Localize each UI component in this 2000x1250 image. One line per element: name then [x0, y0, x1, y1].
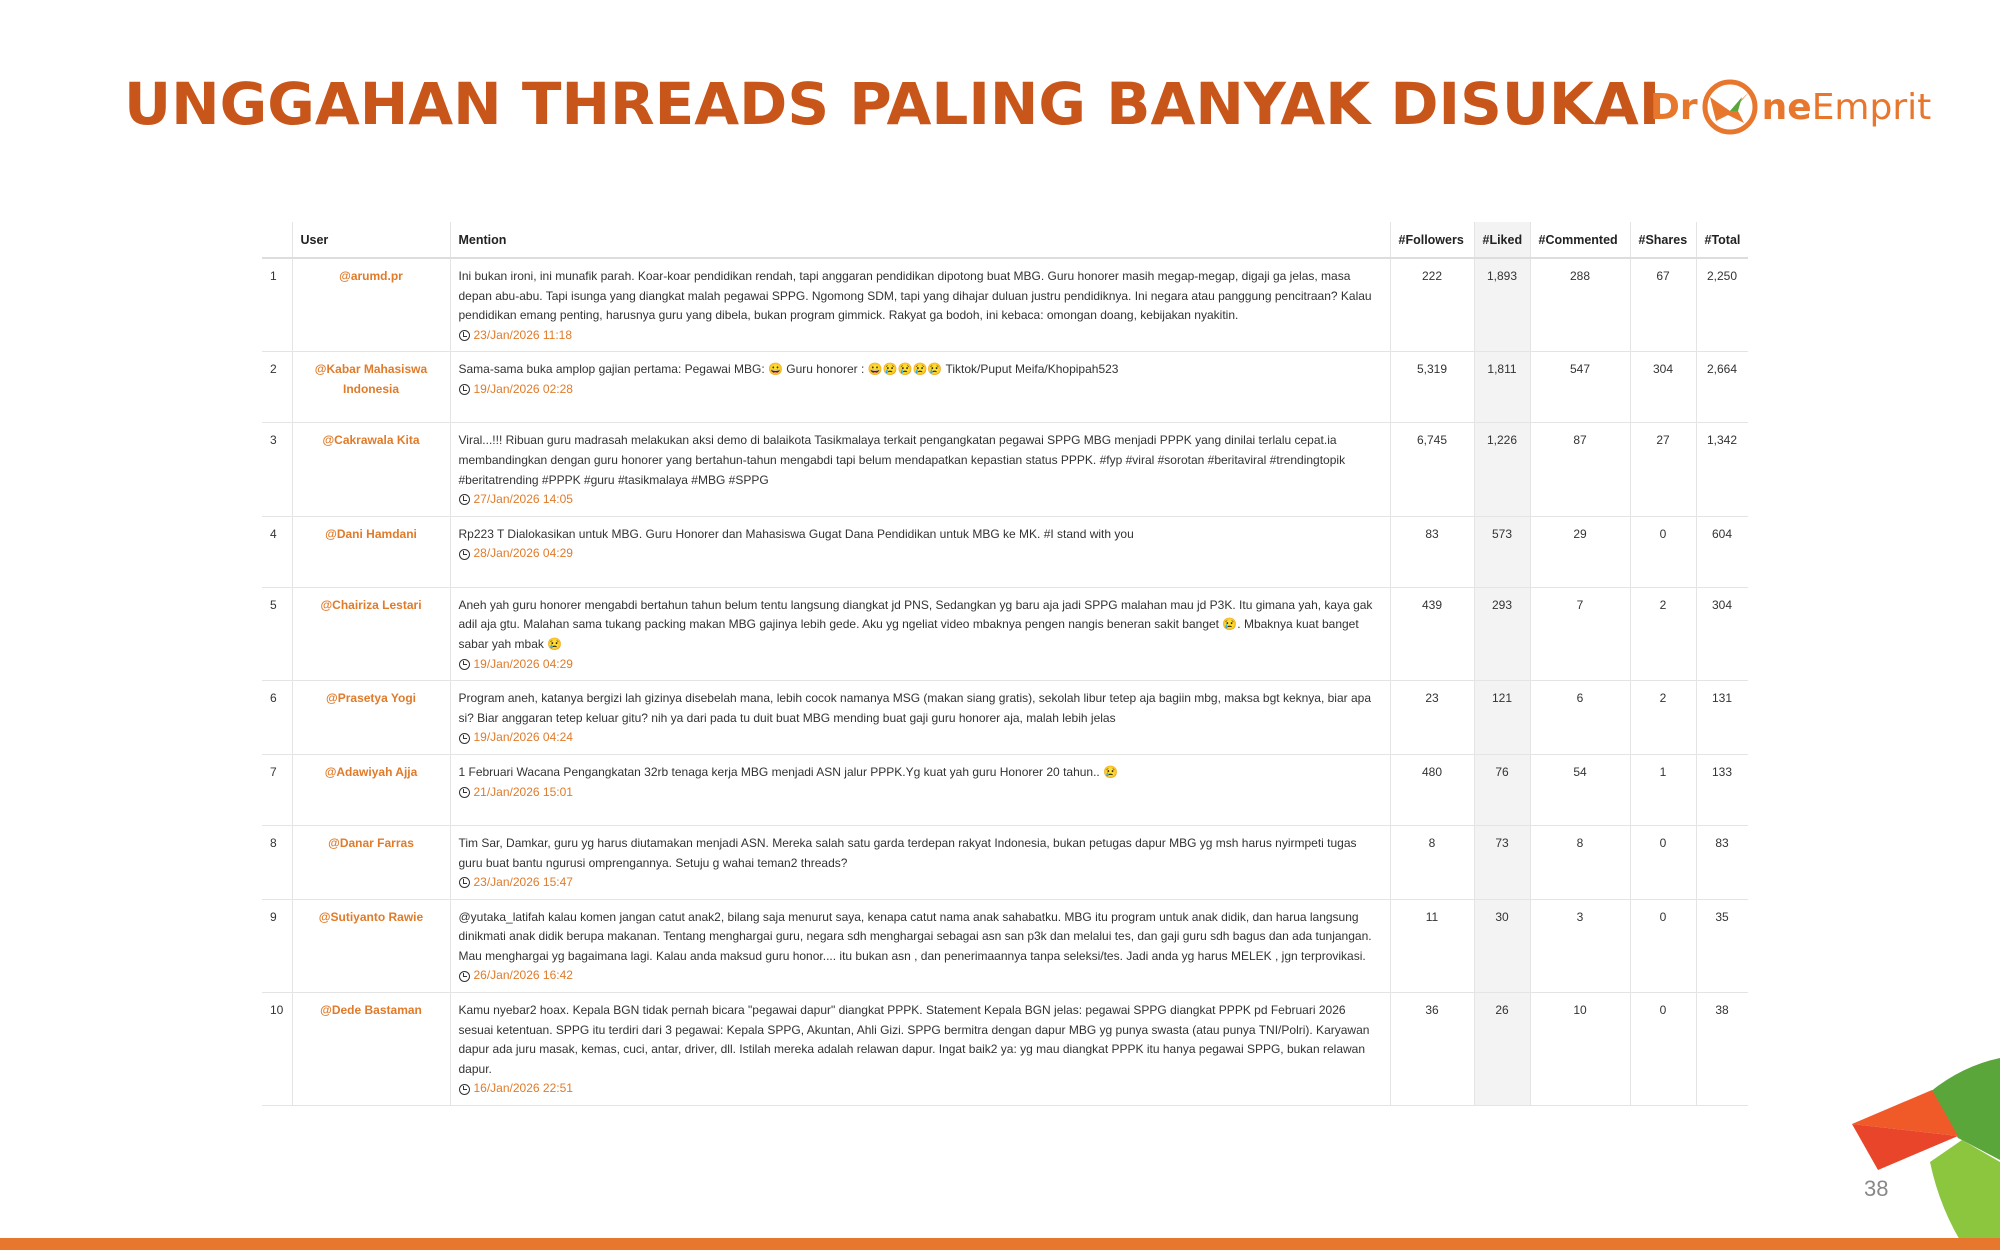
table-row	[262, 258, 1748, 352]
followers-count: 480	[1390, 754, 1474, 825]
threads-table	[262, 222, 1748, 1106]
shares-count: 0	[1630, 899, 1696, 992]
post-date[interactable]: 19/Jan/2026 02:28	[473, 381, 573, 396]
header-total[interactable]: #Total	[1696, 222, 1748, 258]
table-row	[262, 352, 1748, 423]
slide-title: UNGGAHAN THREADS PALING BANYAK DISUKAI	[124, 70, 1661, 138]
liked-count: 30	[1474, 899, 1530, 992]
shares-count: 0	[1630, 516, 1696, 587]
header-shares[interactable]: #Shares	[1630, 222, 1696, 258]
total-count: 2,664	[1696, 352, 1748, 423]
row-number: 3	[262, 423, 292, 516]
user-link[interactable]: @Chairiza Lestari	[292, 587, 450, 680]
mention-cell	[450, 825, 1390, 899]
liked-count: 1,811	[1474, 352, 1530, 423]
mention-cell	[450, 993, 1390, 1106]
table-row	[262, 825, 1748, 899]
total-count: 131	[1696, 681, 1748, 755]
total-count: 38	[1696, 993, 1748, 1106]
commented-count: 87	[1530, 423, 1630, 516]
header-liked[interactable]: #Liked	[1474, 222, 1530, 258]
header-followers[interactable]: #Followers	[1390, 222, 1474, 258]
mention-text: @yutaka_latifah kalau komen jangan catut anak2, bilang saja menurut saya, kenapa catut nama anak sahabatku. MBG itu program untuk anak didik, dan harua langsung dinikmati anak didik berupa makanan. Tentang menghargai guru, negara sdh menghargai sebagai asn san p3k dan melalui tes, dan gaji guru sdh bagus dan ada tunjangan. Mau menghargai yg bagaimana lagi. Kalau anda maksud guru honor.... itu bukan asn , dan penerimaannya tanpa seleksi/tes. Jadi anda yg harus MELEK , jgn terprovikasi.	[458, 909, 1372, 963]
liked-count: 26	[1474, 993, 1530, 1106]
shares-count: 0	[1630, 825, 1696, 899]
total-count: 2,250	[1696, 258, 1748, 352]
post-timestamp[interactable]	[459, 544, 1382, 564]
commented-count: 29	[1530, 516, 1630, 587]
row-number: 7	[262, 754, 292, 825]
drone-emprit-logo	[1650, 74, 1931, 140]
logo-text-ne: ne	[1761, 86, 1812, 128]
shares-count: 2	[1630, 587, 1696, 680]
row-number: 9	[262, 899, 292, 992]
mention-cell	[450, 423, 1390, 516]
commented-count: 10	[1530, 993, 1630, 1106]
table-body	[262, 258, 1748, 1106]
user-link[interactable]: @Dani Hamdani	[292, 516, 450, 587]
post-date[interactable]: 19/Jan/2026 04:29	[473, 656, 573, 671]
mention-text: 1 Februari Wacana Pengangkatan 32rb tenaga kerja MBG menjadi ASN jalur PPPK.Yg kuat yah guru Honorer 20 tahun.. 😢	[458, 764, 1119, 779]
liked-count: 1,226	[1474, 423, 1530, 516]
row-number: 6	[262, 681, 292, 755]
drone-bird-icon	[1700, 77, 1760, 137]
mention-text: Ini bukan ironi, ini munafik parah. Koar-koar pendidikan rendah, tapi anggaran pendidikan dipotong buat MBG. Guru honorer masih megap-megap, digaji ga jelas, masa depan abu-abu. Tapi isunga yang diangkat malah pegawai SPPG. Ngomong SDM, tapi yang dihajar duluan justru pendidiknya. Ini negara atau panggung pencitraan? Kalau pendidikan emang penting, harusnya guru yang dibela, bukan program gimmick. Rakyat ga bodoh, ini kebaca: omongan doang, kebijakan nyakitin.	[458, 269, 1372, 323]
liked-count: 76	[1474, 754, 1530, 825]
user-link[interactable]: @Prasetya Yogi	[292, 681, 450, 755]
post-date[interactable]: 19/Jan/2026 04:24	[473, 730, 573, 745]
post-date[interactable]: 16/Jan/2026 22:51	[473, 1081, 573, 1096]
user-link[interactable]: @arumd.pr	[292, 258, 450, 352]
table-row	[262, 899, 1748, 992]
commented-count: 6	[1530, 681, 1630, 755]
mention-text: Program aneh, katanya bergizi lah gizinya disebelah mana, lebih cocok namanya MSG (makan siang gratis), sekolah libur tetep aja bagiin mbg, maksa bgt keknya, biar apa si? Biar anggaran tetep keluar gitu? nih ya dari pada tu duit buat MBG mending buat gaji guru honorer aja, malah lebih jelas	[458, 691, 1371, 725]
post-date[interactable]: 26/Jan/2026 16:42	[473, 968, 573, 983]
post-date[interactable]: 23/Jan/2026 11:18	[473, 327, 573, 342]
total-count: 304	[1696, 587, 1748, 680]
followers-count: 83	[1390, 516, 1474, 587]
mention-cell	[450, 516, 1390, 587]
commented-count: 3	[1530, 899, 1630, 992]
user-link[interactable]: @Sutiyanto Rawie	[292, 899, 450, 992]
header-no[interactable]	[262, 222, 292, 258]
total-count: 35	[1696, 899, 1748, 992]
mention-text: Aneh yah guru honorer mengabdi bertahun tahun belum tentu langsung diangkat jd PNS, Sedangkan yg baru aja jadi SPPG malahan mau jd P3K. Itu gimana yah, kaya gak adil aja gtu. Malahan sama tukang packing makan MBG gajinya lebih gede. Aku yg ngeliat video mbaknya pengen nangis beneran sakit banget 😢. Mbaknya kuat banget sabar yah mbak 😢	[458, 597, 1373, 651]
followers-count: 6,745	[1390, 423, 1474, 516]
post-timestamp[interactable]	[459, 783, 1382, 803]
post-timestamp[interactable]	[459, 326, 1382, 346]
shares-count: 2	[1630, 681, 1696, 755]
table-row	[262, 681, 1748, 755]
shares-count: 1	[1630, 754, 1696, 825]
mention-text: Kamu nyebar2 hoax. Kepala BGN tidak pernah bicara "pegawai dapur" diangkat PPPK. Statement Kepala BGN jelas: pegawai SPPG diangkat PPPK pd Februari 2026 sesuai ketentuan. SPPG itu terdiri dari 3 pegawai: Kepala SPPG, Akuntan, Ahli Gizi. SPPG bermitra dengan dapur MBG yg punya swasta (atau punya TNI/Polri). Karyawan dapur ada juru masak, kemas, cuci, antar, driver, dll. Istilah mereka adalah relawan dapur. Ingat baik2 ya: yg mau diangkat PPPK itu hanya pegawai SPPG, bukan relawan dapur.	[458, 1003, 1370, 1076]
total-count: 604	[1696, 516, 1748, 587]
logo-text-dr: Dr	[1650, 86, 1698, 128]
threads-table-container	[262, 222, 1748, 1158]
table-row	[262, 993, 1748, 1106]
liked-count: 293	[1474, 587, 1530, 680]
commented-count: 547	[1530, 352, 1630, 423]
total-count: 83	[1696, 825, 1748, 899]
mention-text: Rp223 T Dialokasikan untuk MBG. Guru Honorer dan Mahasiswa Gugat Dana Pendidikan untuk MBG ke MK. #I stand with you	[458, 526, 1134, 541]
clock-icon	[459, 384, 470, 395]
post-timestamp[interactable]	[459, 655, 1382, 675]
clock-icon	[459, 659, 470, 670]
post-timestamp[interactable]	[459, 873, 1382, 893]
clock-icon	[459, 549, 470, 560]
table-row	[262, 754, 1748, 825]
mention-cell	[450, 258, 1390, 352]
footer-accent-bar	[0, 1238, 2000, 1250]
commented-count: 8	[1530, 825, 1630, 899]
mention-cell	[450, 681, 1390, 755]
table-header-row	[262, 222, 1748, 258]
post-date[interactable]: 28/Jan/2026 04:29	[473, 546, 573, 561]
row-number: 10	[262, 993, 292, 1106]
post-date[interactable]: 23/Jan/2026 15:47	[473, 875, 573, 890]
total-count: 133	[1696, 754, 1748, 825]
user-link[interactable]: @Cakrawala Kita	[292, 423, 450, 516]
followers-count: 8	[1390, 825, 1474, 899]
user-link[interactable]: @Dede Bastaman	[292, 993, 450, 1106]
row-number: 4	[262, 516, 292, 587]
clock-icon	[459, 494, 470, 505]
post-timestamp[interactable]	[459, 966, 1382, 986]
post-timestamp[interactable]	[459, 490, 1382, 510]
followers-count: 36	[1390, 993, 1474, 1106]
clock-icon	[459, 330, 470, 341]
clock-icon	[459, 733, 470, 744]
table-row	[262, 423, 1748, 516]
post-date[interactable]: 21/Jan/2026 15:01	[473, 784, 573, 799]
row-number: 5	[262, 587, 292, 680]
table-row	[262, 587, 1748, 680]
commented-count: 7	[1530, 587, 1630, 680]
shares-count: 27	[1630, 423, 1696, 516]
followers-count: 222	[1390, 258, 1474, 352]
mention-cell	[450, 587, 1390, 680]
followers-count: 5,319	[1390, 352, 1474, 423]
followers-count: 11	[1390, 899, 1474, 992]
user-link[interactable]: @Kabar Mahasiswa Indonesia	[292, 352, 450, 423]
user-link[interactable]: @Danar Farras	[292, 825, 450, 899]
header-mention[interactable]: Mention	[450, 222, 1390, 258]
post-timestamp[interactable]	[459, 1079, 1382, 1099]
commented-count: 54	[1530, 754, 1630, 825]
mention-text: Tim Sar, Damkar, guru yg harus diutamakan menjadi ASN. Mereka salah satu garda terdepan rakyat Indonesia, bukan petugas dapur MBG yg msh harus nyirmpeti tugas guru buat bantu ngurusi omprengannya. Setuju g wahai teman2 threads?	[458, 835, 1357, 870]
mention-text: Viral...!!! Ribuan guru madrasah melakukan aksi demo di balaikota Tasikmalaya terkait pengangkatan pegawai SPPG MBG menjadi PPPK yang dinilai terlalu cepat.ia membandingkan dengan guru honorer yang bertahun-tahun mengabdi tapi belum mendapatkan kepastian status PPPK. #fyp #viral #sorotan #beritaviral #trendingtopik #beritatrending #PPPK #guru #tasikmalaya #MBG #SPPG	[458, 433, 1346, 487]
clock-icon	[459, 971, 470, 982]
post-timestamp[interactable]	[459, 380, 1382, 400]
header-user[interactable]: User	[292, 222, 450, 258]
page-number: 38	[1864, 1176, 1889, 1201]
liked-count: 573	[1474, 516, 1530, 587]
user-link[interactable]: @Adawiyah Ajja	[292, 754, 450, 825]
liked-count: 121	[1474, 681, 1530, 755]
post-date[interactable]: 27/Jan/2026 14:05	[473, 492, 573, 507]
mention-cell	[450, 352, 1390, 423]
liked-count: 1,893	[1474, 258, 1530, 352]
commented-count: 288	[1530, 258, 1630, 352]
mention-cell	[450, 899, 1390, 992]
table-row	[262, 516, 1748, 587]
shares-count: 304	[1630, 352, 1696, 423]
liked-count: 73	[1474, 825, 1530, 899]
clock-icon	[459, 1084, 470, 1095]
followers-count: 439	[1390, 587, 1474, 680]
mention-cell	[450, 754, 1390, 825]
post-timestamp[interactable]	[459, 728, 1382, 748]
row-number: 2	[262, 352, 292, 423]
row-number: 1	[262, 258, 292, 352]
followers-count: 23	[1390, 681, 1474, 755]
clock-icon	[459, 787, 470, 798]
shares-count: 0	[1630, 993, 1696, 1106]
logo-text-emprit: Emprit	[1811, 86, 1932, 128]
mention-text: Sama-sama buka amplop gajian pertama: Pegawai MBG: 😀 Guru honorer : 😀😢😢😢😢 Tiktok/Puput Meifa/Khopipah523	[458, 362, 1119, 377]
total-count: 1,342	[1696, 423, 1748, 516]
clock-icon	[459, 877, 470, 888]
row-number: 8	[262, 825, 292, 899]
header-commented[interactable]: #Commented	[1530, 222, 1630, 258]
shares-count: 67	[1630, 258, 1696, 352]
